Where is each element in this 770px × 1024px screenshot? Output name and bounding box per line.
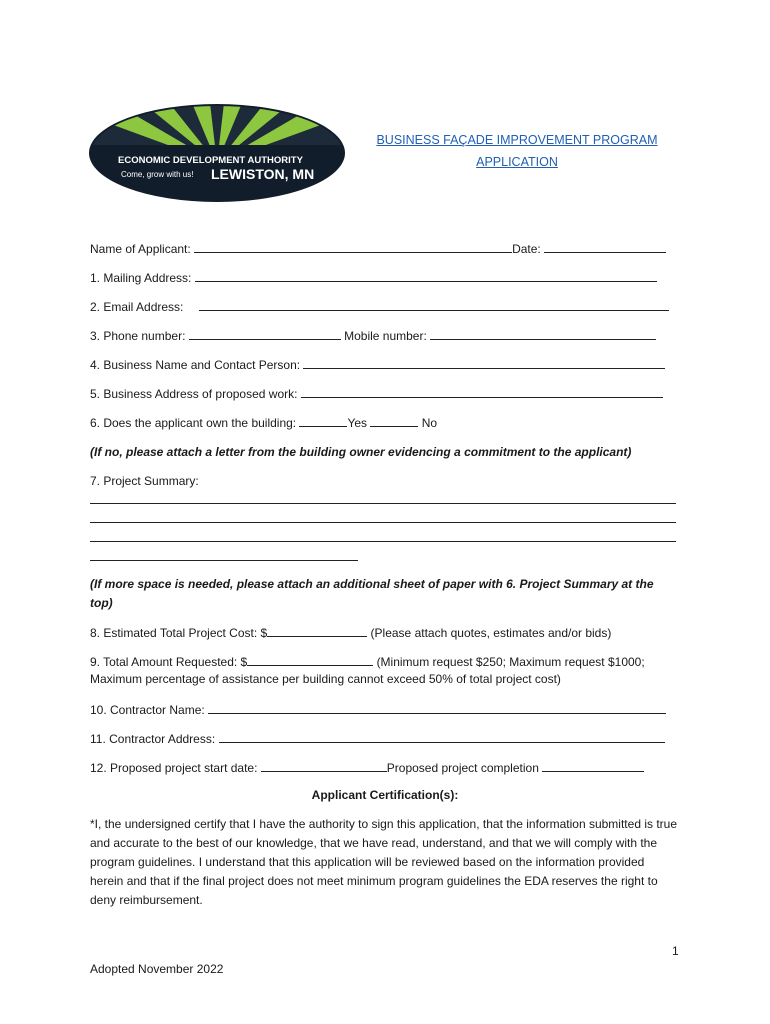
applicant-name-field[interactable]: [194, 240, 512, 253]
yes-field[interactable]: [299, 414, 347, 427]
business-address-row: [90, 385, 663, 402]
title-line2: APPLICATION: [476, 155, 558, 169]
certification-body: *I, the undersigned certify that I have the authority to sign this application, that the information submitted is true and accurate to the best of our knowledge, that we have read, understand, and that we will comply with the program guidelines. I understand that this application will be reviewed based on the information provided herein and that if the final project does not meet minimum program guidelines the EDA reserves the right to deny reimbursement.: [90, 817, 677, 907]
no-field[interactable]: [370, 414, 418, 427]
business-address-label: 5. Business Address of proposed work:: [90, 387, 298, 401]
own-building-label: 6. Does the applicant own the building:: [90, 416, 297, 430]
start-date-field[interactable]: [261, 759, 387, 772]
mobile-field[interactable]: [430, 327, 656, 340]
own-building-row: [90, 414, 437, 431]
email-label: 2. Email Address:: [90, 300, 184, 314]
space-note-line1: (If more space is needed, please attach an additional sheet of paper with 6. Project Summary at the: [90, 577, 654, 591]
email-row: [90, 298, 669, 315]
applicant-name-label: Name of Applicant:: [90, 242, 191, 256]
business-name-label: 4. Business Name and Contact Person:: [90, 358, 301, 372]
contractor-name-field[interactable]: [208, 701, 666, 714]
project-summary-label: 7. Project Summary:: [90, 474, 199, 488]
title-line1: BUSINESS FAÇADE IMPROVEMENT PROGRAM: [376, 133, 658, 147]
start-date-row: [90, 759, 644, 776]
business-address-field[interactable]: [301, 385, 663, 398]
phone-label: 3. Phone number:: [90, 329, 186, 343]
completion-label: Proposed project completion: [386, 761, 539, 775]
mailing-label: 1. Mailing Address:: [90, 271, 192, 285]
total-cost-note: (Please attach quotes, estimates and/or bids): [370, 626, 612, 640]
email-field[interactable]: [199, 298, 669, 311]
summary-line[interactable]: [90, 503, 676, 504]
space-note-line2: top): [90, 596, 113, 610]
total-cost-label: 8. Estimated Total Project Cost: $: [90, 626, 268, 640]
completion-field[interactable]: [542, 759, 644, 772]
start-date-label: 12. Proposed project start date:: [90, 761, 258, 775]
total-cost-row: [90, 624, 611, 641]
logo-slogan: Come, grow with us!: [121, 170, 194, 179]
amount-requested-field[interactable]: [247, 653, 373, 666]
page-number: 1: [672, 944, 679, 958]
footer-adopted: Adopted November 2022: [90, 962, 224, 976]
contractor-address-field[interactable]: [219, 730, 665, 743]
document-title: [352, 129, 682, 173]
amount-note: (Minimum request $250; Maximum request $1000;: [376, 655, 645, 669]
amount-note-line2: Maximum percentage of assistance per building cannot exceed 50% of total project cost): [90, 672, 561, 686]
applicant-name-row: [90, 240, 666, 257]
date-label: Date:: [512, 242, 541, 256]
contractor-name-row: [90, 701, 666, 718]
logo-city: LEWISTON, MN: [211, 166, 315, 182]
date-field[interactable]: [544, 240, 666, 253]
phone-field[interactable]: [189, 327, 341, 340]
business-name-row: [90, 356, 665, 373]
mailing-field[interactable]: [195, 269, 657, 282]
contractor-address-row: [90, 730, 665, 747]
logo-line1: ECONOMIC DEVELOPMENT AUTHORITY: [118, 155, 303, 166]
certification-heading: Applicant Certification(s):: [311, 788, 459, 802]
amount-requested-row: [90, 653, 645, 670]
yes-label: Yes: [347, 416, 368, 430]
mobile-label: Mobile number:: [344, 329, 427, 343]
total-cost-field[interactable]: [267, 624, 367, 637]
owner-letter-note: (If no, please attach a letter from the building owner evidencing a commitment to the applicant): [90, 445, 632, 459]
phone-row: [90, 327, 656, 344]
business-name-field[interactable]: [303, 356, 665, 369]
summary-line[interactable]: [90, 560, 358, 561]
amount-requested-label: 9. Total Amount Requested: $: [90, 655, 248, 669]
mailing-row: [90, 269, 657, 286]
contractor-address-label: 11. Contractor Address:: [90, 732, 216, 746]
eda-logo: [88, 103, 346, 203]
no-label: No: [421, 416, 438, 430]
contractor-name-label: 10. Contractor Name:: [90, 703, 205, 717]
summary-line[interactable]: [90, 541, 676, 542]
summary-line[interactable]: [90, 522, 676, 523]
